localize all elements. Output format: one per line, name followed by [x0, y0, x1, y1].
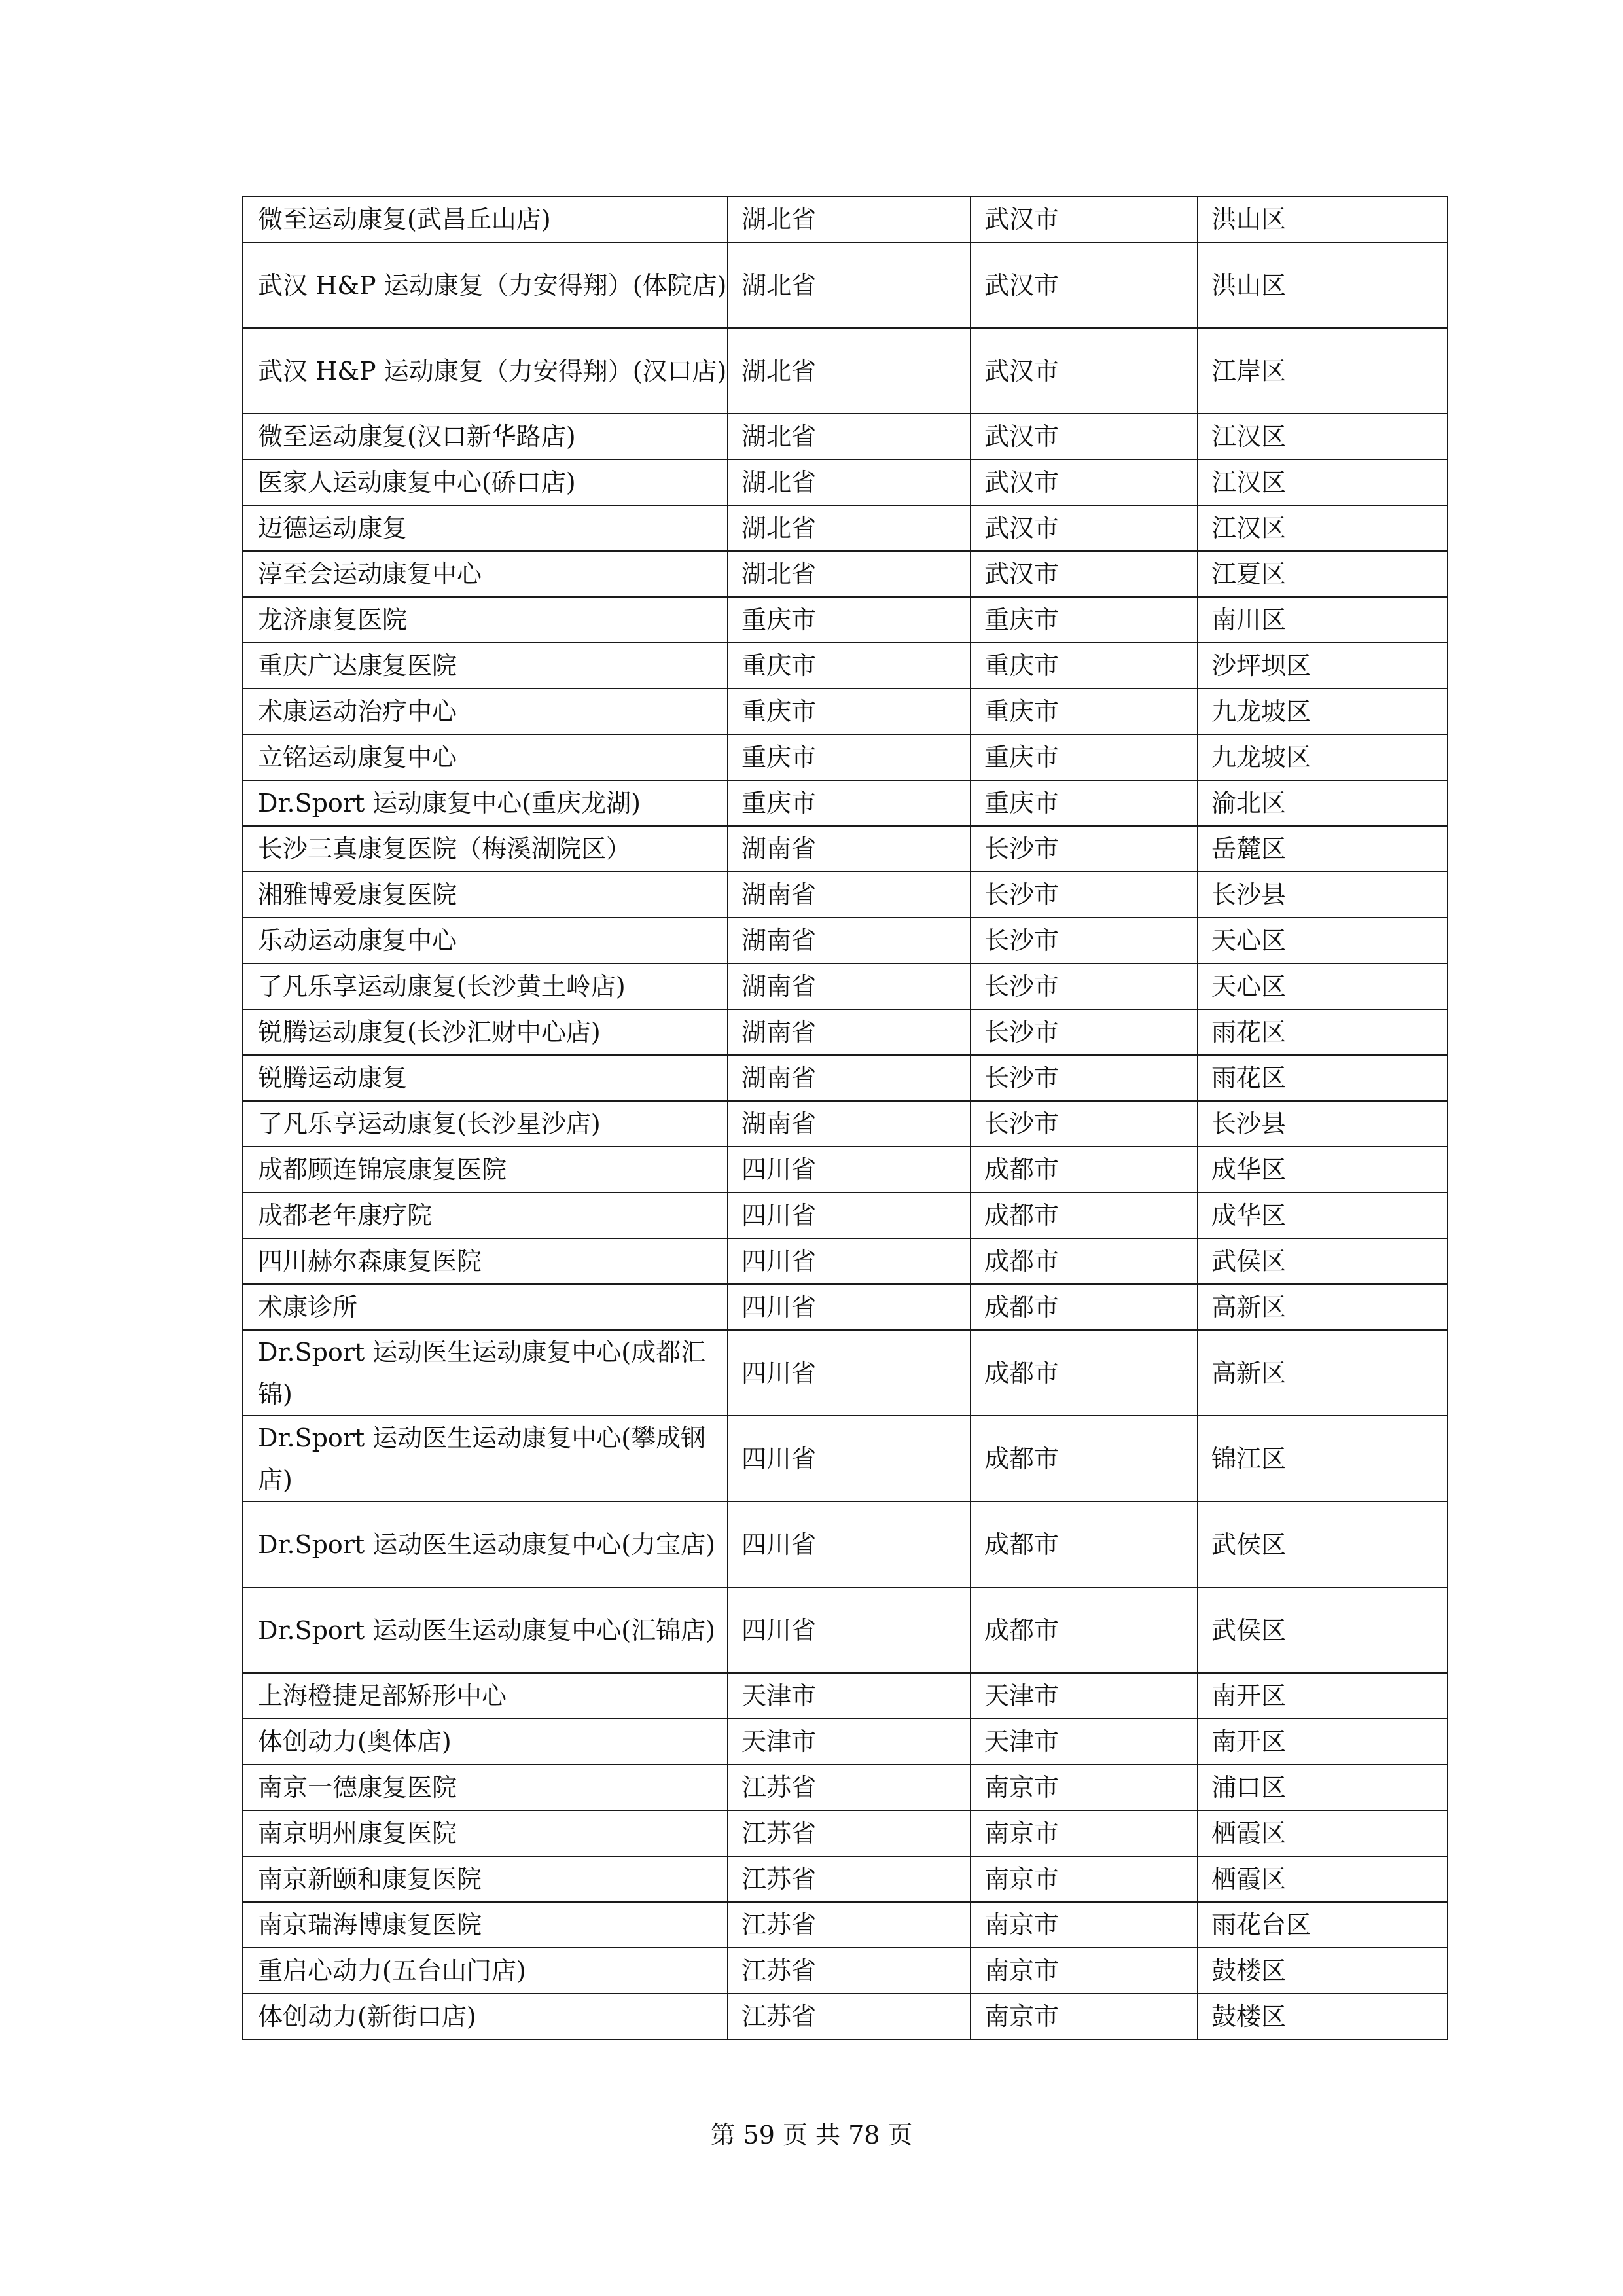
facility-name-cell: Dr.Sport 运动医生运动康复中心(成都汇锦): [243, 1330, 728, 1416]
city-cell: 长沙市: [971, 918, 1198, 963]
city-cell: 长沙市: [971, 826, 1198, 872]
district-cell: 天心区: [1198, 918, 1448, 963]
province-cell: 天津市: [728, 1673, 971, 1719]
province-cell: 四川省: [728, 1147, 971, 1193]
city-cell: 南京市: [971, 1810, 1198, 1856]
district-cell: 锦江区: [1198, 1416, 1448, 1501]
province-cell: 湖南省: [728, 963, 971, 1009]
province-cell: 四川省: [728, 1587, 971, 1673]
province-cell: 江苏省: [728, 1948, 971, 1994]
table-row: [243, 328, 1448, 414]
province-cell: 湖南省: [728, 826, 971, 872]
province-cell: 湖北省: [728, 414, 971, 459]
facility-name-cell: 微至运动康复(武昌丘山店): [243, 196, 728, 242]
province-cell: 湖南省: [728, 1055, 971, 1101]
district-cell: 江汉区: [1198, 414, 1448, 459]
city-cell: 长沙市: [971, 1009, 1198, 1055]
province-cell: 湖南省: [728, 1101, 971, 1147]
province-cell: 湖北省: [728, 328, 971, 414]
facility-table: [242, 196, 1448, 2040]
district-cell: 九龙坡区: [1198, 734, 1448, 780]
table-row: [243, 1810, 1448, 1856]
facility-name-cell: 了凡乐享运动康复(长沙黄土岭店): [243, 963, 728, 1009]
table-row: [243, 1009, 1448, 1055]
table-row: [243, 1416, 1448, 1501]
facility-name-cell: 湘雅博爱康复医院: [243, 872, 728, 918]
table-row: [243, 414, 1448, 459]
city-cell: 成都市: [971, 1147, 1198, 1193]
facility-name-cell: 淳至会运动康复中心: [243, 551, 728, 597]
province-cell: 江苏省: [728, 1856, 971, 1902]
table-row: [243, 963, 1448, 1009]
city-cell: 南京市: [971, 1994, 1198, 2039]
district-cell: 雨花区: [1198, 1009, 1448, 1055]
table-row: [243, 459, 1448, 505]
district-cell: 长沙县: [1198, 1101, 1448, 1147]
district-cell: 南川区: [1198, 597, 1448, 643]
district-cell: 沙坪坝区: [1198, 643, 1448, 689]
district-cell: 南开区: [1198, 1673, 1448, 1719]
facility-name-cell: 锐腾运动康复: [243, 1055, 728, 1101]
facility-name-cell: 体创动力(新街口店): [243, 1994, 728, 2039]
table-row: [243, 505, 1448, 551]
district-cell: 渝北区: [1198, 780, 1448, 826]
city-cell: 南京市: [971, 1948, 1198, 1994]
city-cell: 长沙市: [971, 872, 1198, 918]
district-cell: 武侯区: [1198, 1501, 1448, 1587]
facility-name-cell: 南京新颐和康复医院: [243, 1856, 728, 1902]
district-cell: 九龙坡区: [1198, 689, 1448, 734]
district-cell: 鼓楼区: [1198, 1994, 1448, 2039]
facility-name-cell: 重庆广达康复医院: [243, 643, 728, 689]
city-cell: 长沙市: [971, 1101, 1198, 1147]
district-cell: 高新区: [1198, 1284, 1448, 1330]
district-cell: 栖霞区: [1198, 1810, 1448, 1856]
city-cell: 武汉市: [971, 505, 1198, 551]
district-cell: 南开区: [1198, 1719, 1448, 1765]
city-cell: 重庆市: [971, 780, 1198, 826]
table-row: [243, 196, 1448, 242]
city-cell: 南京市: [971, 1765, 1198, 1810]
district-cell: 成华区: [1198, 1193, 1448, 1238]
table-row: [243, 1055, 1448, 1101]
city-cell: 长沙市: [971, 963, 1198, 1009]
table-row: [243, 1501, 1448, 1587]
district-cell: 鼓楼区: [1198, 1948, 1448, 1994]
province-cell: 四川省: [728, 1193, 971, 1238]
facility-name-cell: 武汉 H&P 运动康复（力安得翔）(体院店): [243, 242, 728, 328]
city-cell: 武汉市: [971, 551, 1198, 597]
province-cell: 湖南省: [728, 872, 971, 918]
city-cell: 重庆市: [971, 597, 1198, 643]
table-row: [243, 242, 1448, 328]
page-footer: 第 59 页 共 78 页: [710, 2121, 913, 2149]
province-cell: 湖南省: [728, 1009, 971, 1055]
table-body: [243, 196, 1448, 2039]
province-cell: 重庆市: [728, 689, 971, 734]
city-cell: 武汉市: [971, 328, 1198, 414]
table-row: [243, 1765, 1448, 1810]
facility-name-cell: 医家人运动康复中心(硚口店): [243, 459, 728, 505]
city-cell: 天津市: [971, 1673, 1198, 1719]
facility-name-cell: 武汉 H&P 运动康复（力安得翔）(汉口店): [243, 328, 728, 414]
table-row: [243, 597, 1448, 643]
district-cell: 浦口区: [1198, 1765, 1448, 1810]
province-cell: 重庆市: [728, 597, 971, 643]
table-row: [243, 1238, 1448, 1284]
table-row: [243, 826, 1448, 872]
table-row: [243, 551, 1448, 597]
table-row: [243, 1193, 1448, 1238]
district-cell: 江汉区: [1198, 459, 1448, 505]
facility-name-cell: 迈德运动康复: [243, 505, 728, 551]
district-cell: 雨花区: [1198, 1055, 1448, 1101]
city-cell: 成都市: [971, 1284, 1198, 1330]
city-cell: 重庆市: [971, 643, 1198, 689]
facility-name-cell: 微至运动康复(汉口新华路店): [243, 414, 728, 459]
province-cell: 湖北省: [728, 242, 971, 328]
district-cell: 洪山区: [1198, 242, 1448, 328]
facility-name-cell: 重启心动力(五台山门店): [243, 1948, 728, 1994]
city-cell: 成都市: [971, 1587, 1198, 1673]
table-row: [243, 780, 1448, 826]
table-row: [243, 1284, 1448, 1330]
district-cell: 栖霞区: [1198, 1856, 1448, 1902]
facility-name-cell: 龙济康复医院: [243, 597, 728, 643]
facility-name-cell: 南京明州康复医院: [243, 1810, 728, 1856]
table-row: [243, 1719, 1448, 1765]
district-cell: 雨花台区: [1198, 1902, 1448, 1948]
district-cell: 岳麓区: [1198, 826, 1448, 872]
district-cell: 洪山区: [1198, 196, 1448, 242]
province-cell: 重庆市: [728, 780, 971, 826]
city-cell: 武汉市: [971, 459, 1198, 505]
district-cell: 江岸区: [1198, 328, 1448, 414]
city-cell: 武汉市: [971, 196, 1198, 242]
facility-name-cell: 锐腾运动康复(长沙汇财中心店): [243, 1009, 728, 1055]
facility-name-cell: 上海橙捷足部矫形中心: [243, 1673, 728, 1719]
province-cell: 四川省: [728, 1330, 971, 1416]
province-cell: 重庆市: [728, 643, 971, 689]
city-cell: 成都市: [971, 1416, 1198, 1501]
table-row: [243, 1147, 1448, 1193]
province-cell: 湖北省: [728, 505, 971, 551]
province-cell: 湖北省: [728, 551, 971, 597]
province-cell: 四川省: [728, 1501, 971, 1587]
city-cell: 武汉市: [971, 414, 1198, 459]
city-cell: 武汉市: [971, 242, 1198, 328]
table-row: [243, 1948, 1448, 1994]
table-row: [243, 1673, 1448, 1719]
facility-name-cell: 了凡乐享运动康复(长沙星沙店): [243, 1101, 728, 1147]
province-cell: 湖南省: [728, 918, 971, 963]
district-cell: 成华区: [1198, 1147, 1448, 1193]
table-row: [243, 1587, 1448, 1673]
city-cell: 成都市: [971, 1238, 1198, 1284]
district-cell: 武侯区: [1198, 1238, 1448, 1284]
table-row: [243, 1902, 1448, 1948]
city-cell: 南京市: [971, 1856, 1198, 1902]
city-cell: 长沙市: [971, 1055, 1198, 1101]
facility-name-cell: 术康运动治疗中心: [243, 689, 728, 734]
district-cell: 高新区: [1198, 1330, 1448, 1416]
table-row: [243, 1994, 1448, 2039]
facility-name-cell: 南京瑞海博康复医院: [243, 1902, 728, 1948]
facility-name-cell: 成都老年康疗院: [243, 1193, 728, 1238]
district-cell: 长沙县: [1198, 872, 1448, 918]
district-cell: 江汉区: [1198, 505, 1448, 551]
facility-name-cell: Dr.Sport 运动医生运动康复中心(汇锦店): [243, 1587, 728, 1673]
city-cell: 重庆市: [971, 734, 1198, 780]
province-cell: 天津市: [728, 1719, 971, 1765]
province-cell: 四川省: [728, 1416, 971, 1501]
facility-name-cell: 术康诊所: [243, 1284, 728, 1330]
city-cell: 成都市: [971, 1501, 1198, 1587]
facility-name-cell: Dr.Sport 运动康复中心(重庆龙湖): [243, 780, 728, 826]
facility-name-cell: Dr.Sport 运动医生运动康复中心(力宝店): [243, 1501, 728, 1587]
table-row: [243, 643, 1448, 689]
district-cell: 天心区: [1198, 963, 1448, 1009]
province-cell: 重庆市: [728, 734, 971, 780]
province-cell: 四川省: [728, 1238, 971, 1284]
facility-name-cell: 乐动运动康复中心: [243, 918, 728, 963]
facility-name-cell: 立铭运动康复中心: [243, 734, 728, 780]
table-row: [243, 918, 1448, 963]
province-cell: 江苏省: [728, 1810, 971, 1856]
city-cell: 南京市: [971, 1902, 1198, 1948]
facility-name-cell: Dr.Sport 运动医生运动康复中心(攀成钢店): [243, 1416, 728, 1501]
table-row: [243, 1101, 1448, 1147]
district-cell: 武侯区: [1198, 1587, 1448, 1673]
province-cell: 江苏省: [728, 1994, 971, 2039]
province-cell: 湖北省: [728, 196, 971, 242]
facility-name-cell: 南京一德康复医院: [243, 1765, 728, 1810]
facility-name-cell: 体创动力(奥体店): [243, 1719, 728, 1765]
table-row: [243, 1330, 1448, 1416]
city-cell: 天津市: [971, 1719, 1198, 1765]
facility-name-cell: 成都顾连锦宸康复医院: [243, 1147, 728, 1193]
province-cell: 四川省: [728, 1284, 971, 1330]
city-cell: 成都市: [971, 1193, 1198, 1238]
facility-name-cell: 四川赫尔森康复医院: [243, 1238, 728, 1284]
table-row: [243, 872, 1448, 918]
facility-name-cell: 长沙三真康复医院（梅溪湖院区）: [243, 826, 728, 872]
table-row: [243, 734, 1448, 780]
city-cell: 重庆市: [971, 689, 1198, 734]
province-cell: 湖北省: [728, 459, 971, 505]
district-cell: 江夏区: [1198, 551, 1448, 597]
table-row: [243, 689, 1448, 734]
province-cell: 江苏省: [728, 1765, 971, 1810]
province-cell: 江苏省: [728, 1902, 971, 1948]
table-row: [243, 1856, 1448, 1902]
city-cell: 成都市: [971, 1330, 1198, 1416]
